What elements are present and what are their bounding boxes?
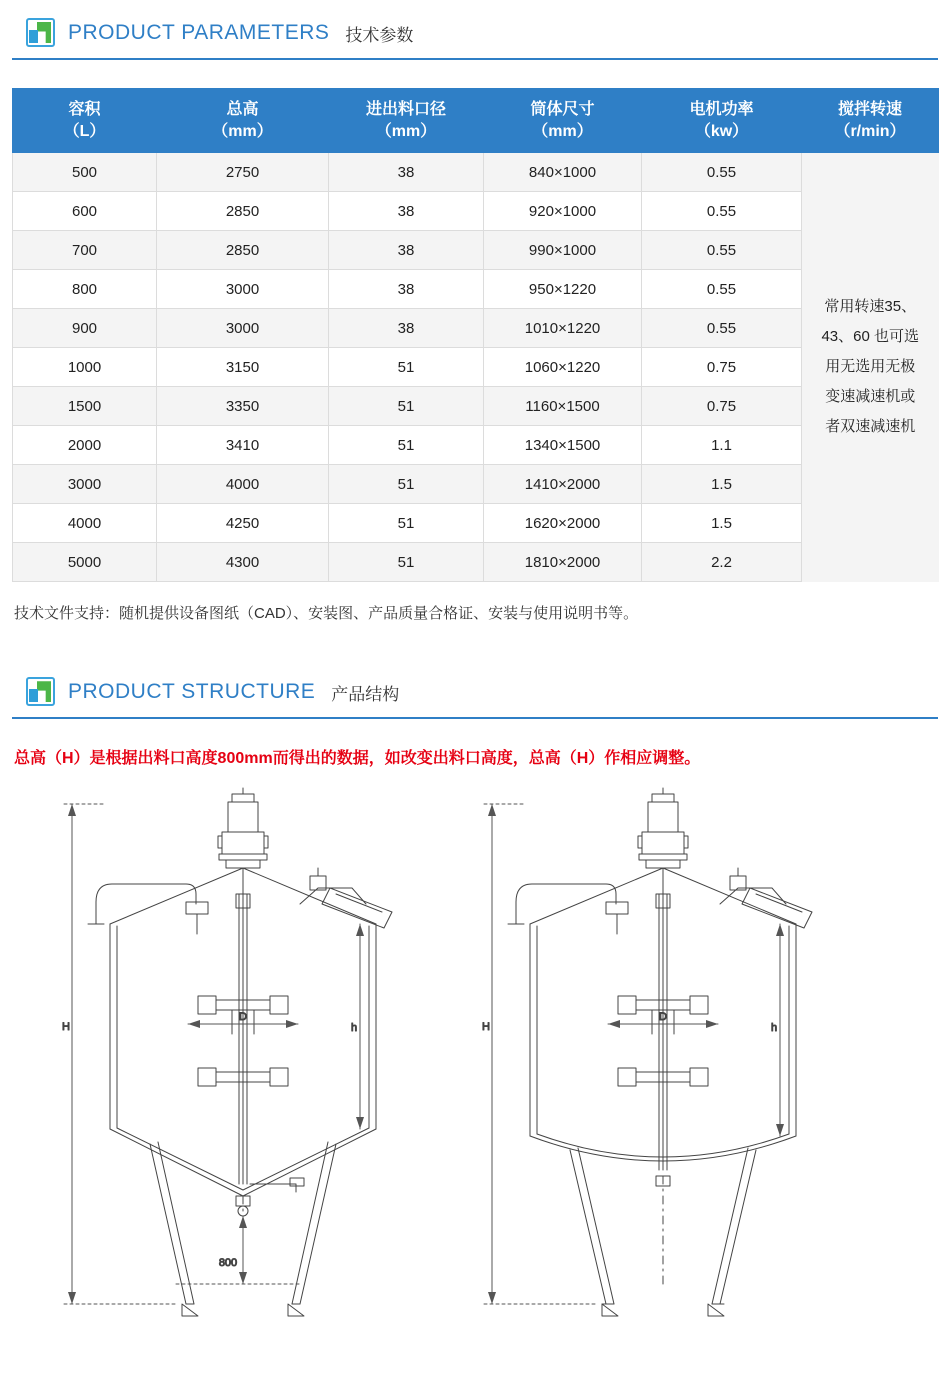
header-line-1: 容积	[68, 101, 101, 118]
cell-port: 51	[329, 348, 484, 387]
header-line-1: 总高	[226, 101, 259, 118]
section-header-structure	[12, 659, 938, 719]
section-title-cn: 技术参数	[345, 25, 414, 45]
tank-drawing-right-dimensions	[484, 804, 784, 1304]
table-row	[13, 465, 939, 504]
cell-power: 0.75	[642, 387, 802, 426]
header-line-1: 搅拌转速	[837, 101, 902, 118]
cell-power: 0.55	[642, 153, 802, 192]
company-logo-icon	[26, 18, 56, 48]
cell-port: 51	[329, 465, 484, 504]
cell-volume: 600	[13, 192, 157, 231]
table-row	[13, 231, 939, 270]
cell-volume: 800	[13, 270, 157, 309]
cell-volume: 900	[13, 309, 157, 348]
cell-volume: 2000	[13, 426, 157, 465]
cell-power: 2.2	[642, 543, 802, 582]
cell-volume: 1500	[13, 387, 157, 426]
cell-power: 0.55	[642, 231, 802, 270]
cell-height: 2750	[157, 153, 329, 192]
table-header-row	[13, 89, 939, 153]
left-label-h-total: H	[62, 1021, 70, 1034]
table-header-motor-power	[642, 89, 802, 153]
cell-body: 1810×2000	[484, 543, 642, 582]
cell-body: 1340×1500	[484, 426, 642, 465]
tank-drawing-right	[508, 788, 812, 1316]
cell-height: 4300	[157, 543, 329, 582]
table-row	[13, 543, 939, 582]
cell-body: 1620×2000	[484, 504, 642, 543]
technical-documents-footnote: 技术文件支持：随机提供设备图纸（CAD）、安装图、产品质量合格证、安装与使用说明书等。	[14, 605, 639, 623]
cell-height: 3000	[157, 270, 329, 309]
cell-height: 2850	[157, 231, 329, 270]
cell-power: 1.1	[642, 426, 802, 465]
cell-height: 3410	[157, 426, 329, 465]
cell-volume: 5000	[13, 543, 157, 582]
table-header-total-height	[157, 89, 329, 153]
cell-port: 38	[329, 153, 484, 192]
cell-height: 4250	[157, 504, 329, 543]
cell-volume: 4000	[13, 504, 157, 543]
cell-body: 950×1220	[484, 270, 642, 309]
tank-drawing-svg	[0, 784, 950, 1344]
cell-port: 51	[329, 426, 484, 465]
table-row	[13, 270, 939, 309]
left-label-h-body: h	[350, 1022, 358, 1035]
cell-body: 920×1000	[484, 192, 642, 231]
header-line-1: 进出料口径	[365, 101, 446, 118]
product-structure-drawings	[0, 784, 950, 1344]
right-label-h-body: h	[770, 1022, 778, 1035]
cell-height: 3150	[157, 348, 329, 387]
cell-body: 1060×1220	[484, 348, 642, 387]
table-row	[13, 504, 939, 543]
cell-volume: 500	[13, 153, 157, 192]
height-notice-text: 总高（H）是根据出料口高度800mm而得出的数据，如改变出料口高度，总高（H）作相应调整。	[14, 750, 701, 768]
right-label-diameter: D	[659, 1011, 667, 1024]
cell-volume: 3000	[13, 465, 157, 504]
cell-body: 1010×1220	[484, 309, 642, 348]
section-title-en: PRODUCT PARAMETERS	[68, 21, 330, 44]
tank-drawing-left-dimensions	[64, 804, 364, 1304]
header-line-2: （r/min）	[834, 122, 906, 140]
cell-volume: 1000	[13, 348, 157, 387]
cell-height: 3350	[157, 387, 329, 426]
cell-body: 1410×2000	[484, 465, 642, 504]
company-logo-icon	[26, 677, 56, 707]
cell-port: 51	[329, 543, 484, 582]
left-label-diameter: D	[239, 1011, 247, 1024]
table-header-body-size	[484, 89, 642, 153]
table-header-volume	[13, 89, 157, 153]
table-row	[13, 309, 939, 348]
header-line-2: （mm）	[212, 122, 273, 140]
header-line-2: （kw）	[694, 122, 749, 140]
header-line-1: 筒体尺寸	[530, 101, 595, 118]
cell-body: 990×1000	[484, 231, 642, 270]
cell-power: 0.55	[642, 192, 802, 231]
header-line-2: （mm）	[532, 122, 593, 140]
header-line-2: （L）	[63, 122, 106, 140]
tank-drawing-left	[88, 788, 392, 1316]
section-header-parameters	[12, 0, 938, 60]
table-row	[13, 387, 939, 426]
cell-power: 0.55	[642, 270, 802, 309]
cell-height: 2850	[157, 192, 329, 231]
section-title-en: PRODUCT STRUCTURE	[68, 680, 316, 704]
cell-body: 840×1000	[484, 153, 642, 192]
header-line-1: 电机功率	[689, 101, 754, 118]
left-label-outlet-height: 800	[218, 1257, 238, 1270]
cell-port: 38	[329, 231, 484, 270]
table-row	[13, 348, 939, 387]
cell-height: 3000	[157, 309, 329, 348]
table-row	[13, 426, 939, 465]
cell-height: 4000	[157, 465, 329, 504]
table-row	[13, 153, 939, 192]
table-row	[13, 192, 939, 231]
right-label-h-total: H	[482, 1021, 490, 1034]
cell-volume: 700	[13, 231, 157, 270]
cell-power: 1.5	[642, 465, 802, 504]
cell-power: 0.75	[642, 348, 802, 387]
table-header-stir-speed	[802, 89, 939, 153]
cell-power: 0.55	[642, 309, 802, 348]
cell-speed-note: 常用转速35、43、60 也可选用无选用无极变速减速机或者双速减速机	[802, 153, 939, 582]
cell-port: 38	[329, 270, 484, 309]
cell-port: 38	[329, 192, 484, 231]
cell-port: 51	[329, 504, 484, 543]
header-line-2: （mm）	[375, 122, 437, 140]
section-title-cn: 产品结构	[331, 684, 400, 704]
parameters-table	[12, 88, 939, 582]
cell-port: 38	[329, 309, 484, 348]
cell-port: 51	[329, 387, 484, 426]
cell-body: 1160×1500	[484, 387, 642, 426]
parameters-table-wrapper	[12, 88, 938, 582]
table-header-port-diameter	[329, 89, 484, 153]
cell-power: 1.5	[642, 504, 802, 543]
